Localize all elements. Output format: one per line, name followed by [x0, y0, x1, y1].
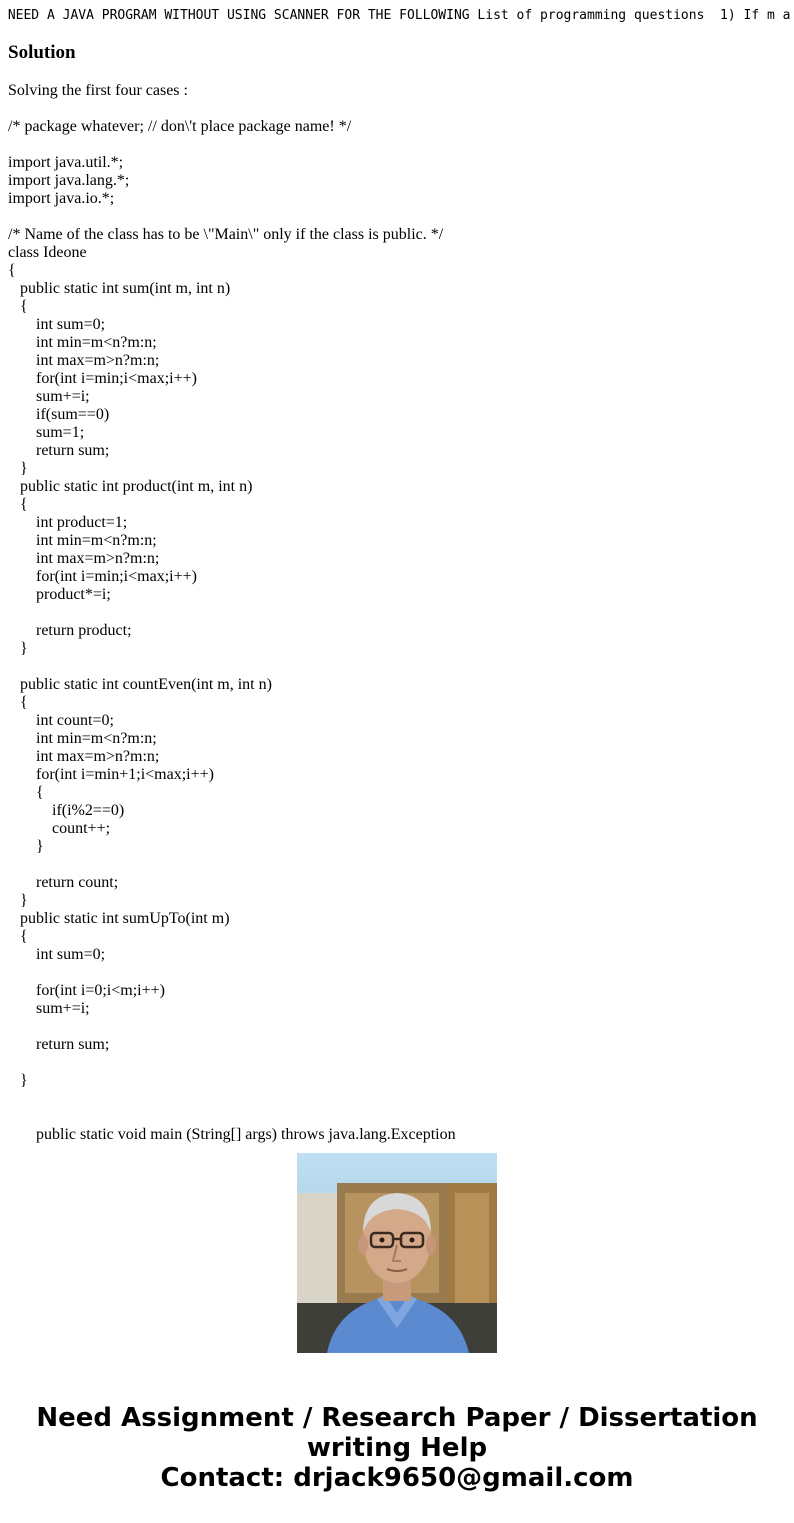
code-line: }: [8, 460, 28, 477]
code-line: int sum=0;: [8, 316, 106, 333]
code-line: {: [8, 694, 28, 711]
code-line: int count=0;: [8, 712, 114, 729]
code-line: int max=m>n?m:n;: [8, 550, 160, 567]
code-line: return sum;: [8, 1036, 110, 1053]
code-line: [8, 658, 788, 676]
code-line: int min=m<n?m:n;: [8, 532, 157, 549]
banner-line-1: Need Assignment / Research Paper / Dissertation: [36, 1403, 758, 1433]
code-line: {: [8, 298, 28, 315]
code-line: [8, 964, 788, 982]
code-line: [8, 100, 788, 118]
code-line: class Ideone: [8, 244, 87, 261]
code-line: [8, 1018, 788, 1036]
code-line: import java.io.*;: [8, 190, 115, 207]
code-line: }: [8, 1072, 28, 1089]
code-line: [8, 1108, 788, 1126]
code-line: }: [8, 838, 44, 855]
code-line: /* Name of the class has to be \"Main\" only if the class is public. */: [8, 226, 444, 243]
code-line: [8, 1054, 788, 1072]
code-line: public static int sum(int m, int n): [8, 280, 231, 297]
code-line: }: [8, 892, 28, 909]
solution-heading: Solution: [8, 42, 76, 63]
code-line: sum=1;: [8, 424, 85, 441]
code-line: }: [8, 640, 28, 657]
code-line: sum+=i;: [8, 388, 90, 405]
code-line: public static int product(int m, int n): [8, 478, 253, 495]
code-line: for(int i=0;i<m;i++): [8, 982, 165, 999]
code-line: [8, 136, 788, 154]
code-line: for(int i=min+1;i<max;i++): [8, 766, 214, 783]
person-portrait-icon: [297, 1153, 497, 1353]
code-line: int max=m>n?m:n;: [8, 748, 160, 765]
help-banner: [0, 1403, 794, 1493]
code-line: for(int i=min;i<max;i++): [8, 568, 197, 585]
code-line: int min=m<n?m:n;: [8, 334, 157, 351]
code-line: public static int countEven(int m, int n): [8, 676, 272, 693]
code-line: public static void main (String[] args) throws java.lang.Exception: [8, 1126, 456, 1143]
author-portrait: [297, 1153, 497, 1353]
code-line: int max=m>n?m:n;: [8, 352, 160, 369]
code-line: [8, 856, 788, 874]
code-line: [8, 1090, 788, 1108]
code-line: if(i%2==0): [8, 802, 125, 819]
code-line: /* package whatever; // don\'t place package name! */: [8, 118, 352, 135]
code-line: [8, 604, 788, 622]
code-line: for(int i=min;i<max;i++): [8, 370, 197, 387]
code-line: {: [8, 784, 44, 801]
code-line: int product=1;: [8, 514, 128, 531]
code-line: product*=i;: [8, 586, 111, 603]
code-line: [8, 208, 788, 226]
banner-line-2: writing Help: [306, 1433, 488, 1463]
code-line: import java.util.*;: [8, 154, 124, 171]
code-line: Solving the first four cases :: [8, 82, 188, 99]
code-line: return count;: [8, 874, 119, 891]
code-line: {: [8, 928, 28, 945]
code-line: return sum;: [8, 442, 110, 459]
code-line: return product;: [8, 622, 132, 639]
solution-code-block: [8, 82, 788, 1143]
code-line: count++;: [8, 820, 111, 837]
banner-line-3: Contact: drjack9650@gmail.com: [160, 1463, 634, 1493]
code-line: import java.lang.*;: [8, 172, 130, 189]
code-line: int sum=0;: [8, 946, 106, 963]
code-line: {: [8, 262, 16, 279]
code-line: int min=m<n?m:n;: [8, 730, 157, 747]
code-line: public static int sumUpTo(int m): [8, 910, 230, 927]
question-text: NEED A JAVA PROGRAM WITHOUT USING SCANNER FOR THE FOLLOWING List of programming questions 1) If m a: [0, 8, 791, 23]
code-line: if(sum==0): [8, 406, 110, 423]
code-line: sum+=i;: [8, 1000, 90, 1017]
code-line: {: [8, 496, 28, 513]
